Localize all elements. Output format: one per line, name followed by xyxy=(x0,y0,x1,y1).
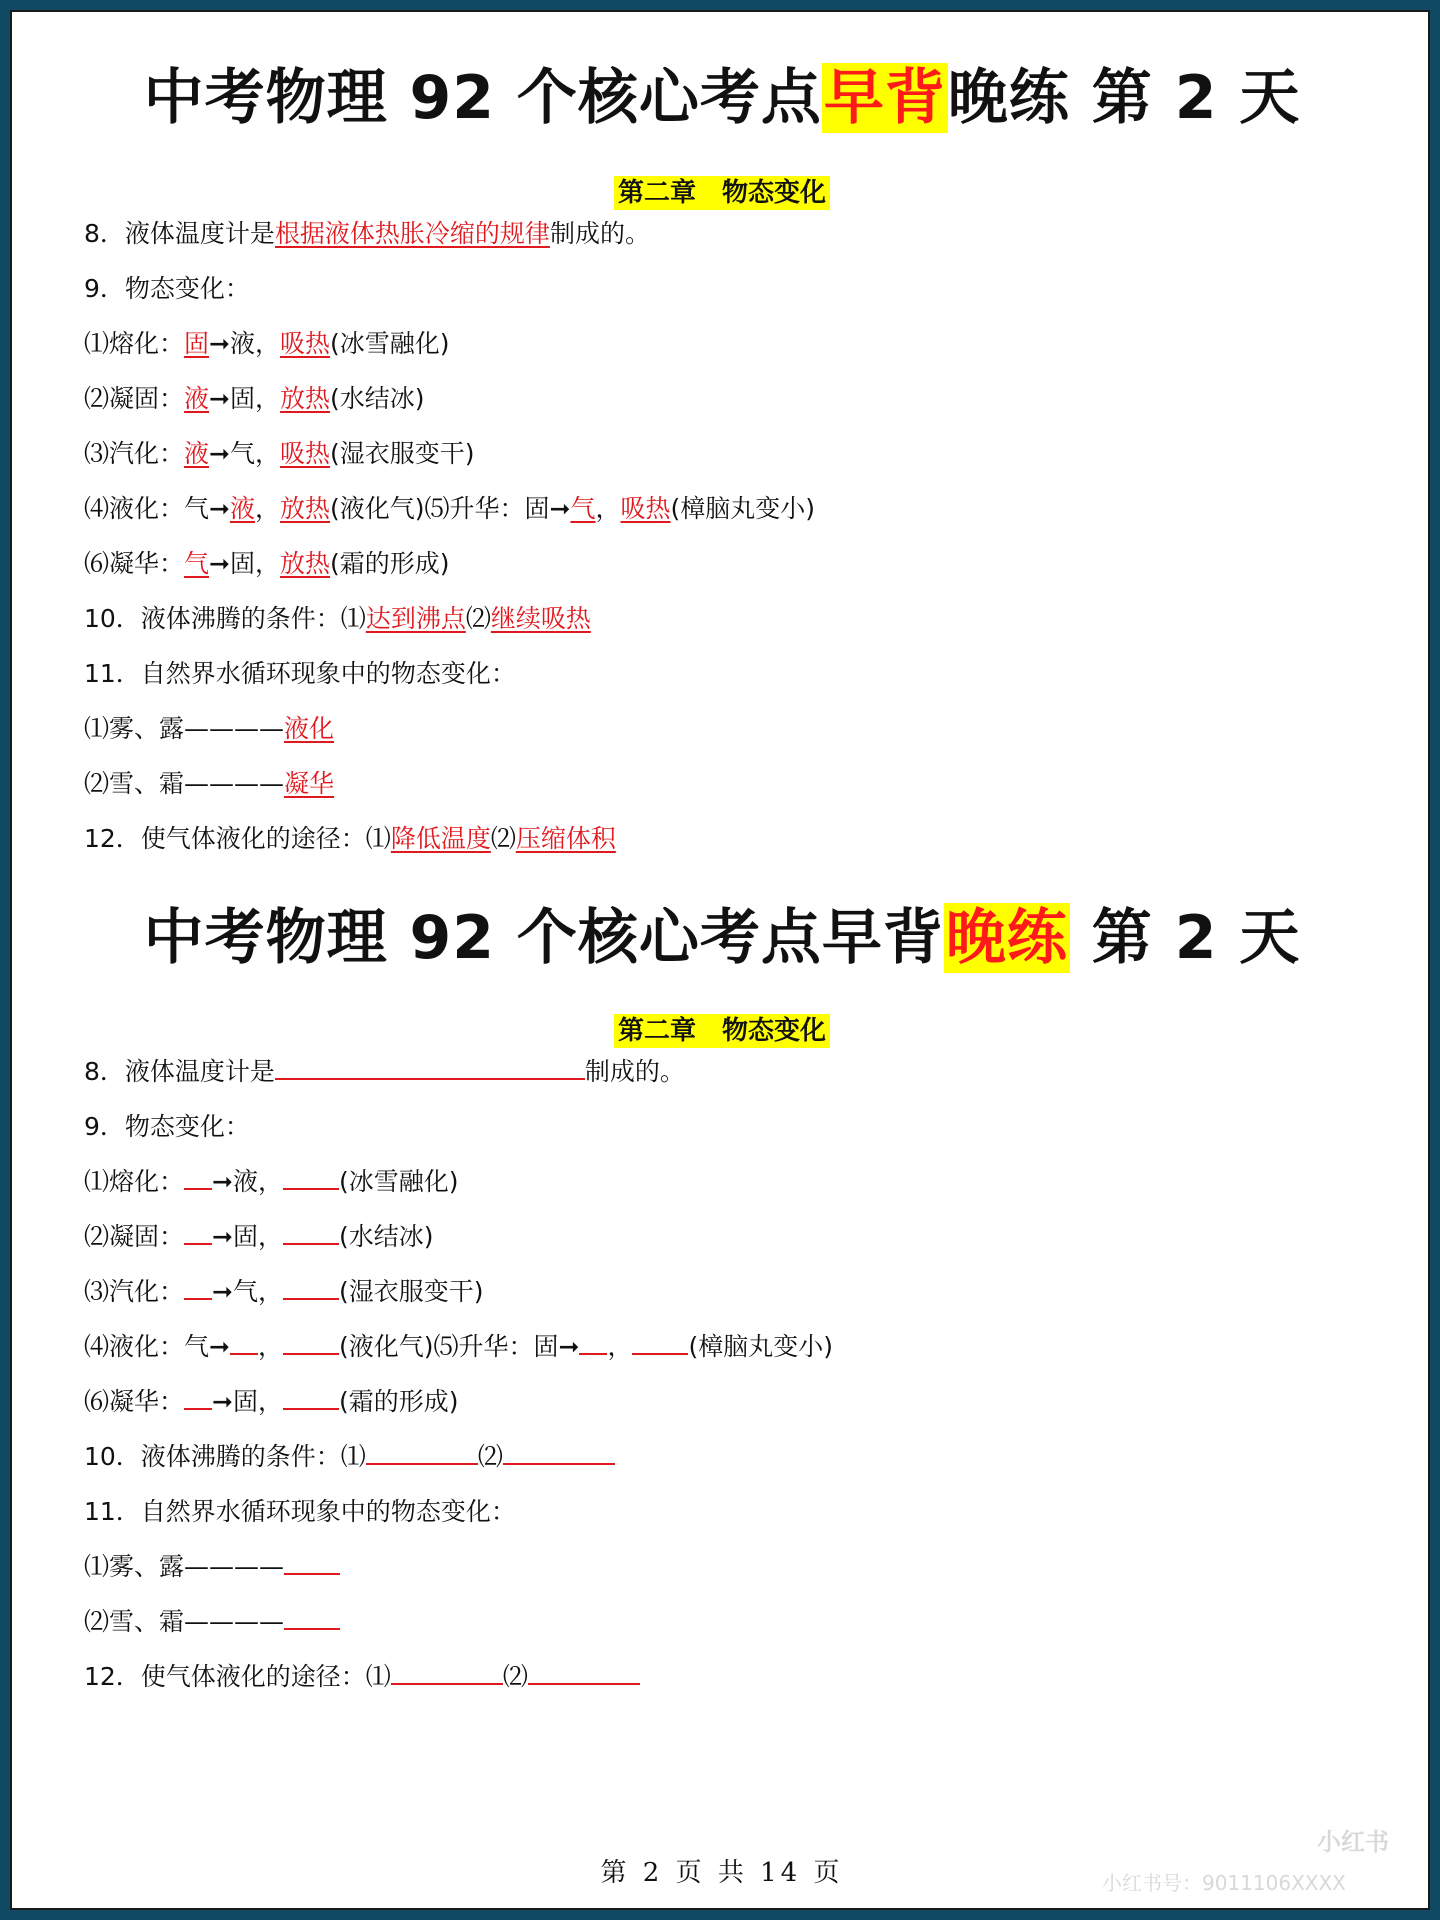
answer: 液化 xyxy=(284,714,335,743)
answer-blank[interactable] xyxy=(284,1551,340,1575)
blank-item-8 xyxy=(84,1055,685,1089)
question-text: ⑵ xyxy=(465,604,491,633)
question-text: (水结冰) xyxy=(330,384,425,413)
question-text: (液化气)⑸升华：固 xyxy=(338,1332,559,1361)
title-text: 第 2 天 xyxy=(1069,903,1301,973)
question-text: 8．液体温度计是 xyxy=(84,1057,275,1086)
blank-item-9-6 xyxy=(84,1385,459,1419)
question-text: (液化气)⑸升华：固 xyxy=(330,494,550,523)
question-text: 固， xyxy=(229,549,280,578)
blank-item-12 xyxy=(84,1660,640,1694)
item-9-3 xyxy=(84,437,475,471)
blank-item-11-1 xyxy=(84,1550,340,1584)
answer: 降低温度 xyxy=(390,824,491,853)
question-text: (湿衣服变干) xyxy=(330,439,475,468)
arrow-icon: ➞ xyxy=(212,1167,233,1196)
question-text: ⑹凝华： xyxy=(84,549,185,578)
answer-blank[interactable] xyxy=(283,1386,339,1410)
title-text: 第 2 天 xyxy=(1069,63,1301,133)
question-text: (冰雪融化) xyxy=(338,1167,459,1196)
item-9-2 xyxy=(84,382,425,416)
watermark-id: 小红书号：9011106XXXX xyxy=(1102,1871,1346,1895)
answer-blank[interactable] xyxy=(579,1331,607,1355)
watermark-logo: 小红书 xyxy=(1317,1828,1389,1856)
question-text: ⑴雾、露———— xyxy=(84,1552,285,1581)
question-text: 制成的。 xyxy=(584,1057,685,1086)
question-text: 液， xyxy=(229,329,280,358)
item-10 xyxy=(84,602,591,636)
answer: 液 xyxy=(184,439,210,468)
question-text: ⑵ xyxy=(502,1662,528,1691)
blank-item-9-1 xyxy=(84,1165,459,1199)
section2-chapter xyxy=(12,1010,1432,1047)
question-text: (霜的形成) xyxy=(338,1387,459,1416)
question-text: ⑵凝固： xyxy=(84,1222,185,1251)
answer: 吸热 xyxy=(280,329,331,358)
item-9-6 xyxy=(84,547,450,581)
answer: 继续吸热 xyxy=(490,604,591,633)
question-text: ⑹凝华： xyxy=(84,1387,185,1416)
section1-title xyxy=(12,50,1432,136)
arrow-icon: ➞ xyxy=(209,549,230,578)
title-highlight: 早背 xyxy=(823,63,946,133)
answer-blank[interactable] xyxy=(184,1166,212,1190)
answer: 根据液体热胀冷缩的规律 xyxy=(274,219,550,248)
item-11-2 xyxy=(84,767,334,801)
question-text: 8．液体温度计是 xyxy=(84,219,275,248)
question-text: 10．液体沸腾的条件：⑴ xyxy=(84,604,366,633)
question-text: ⑴熔化： xyxy=(84,329,185,358)
item-9-1 xyxy=(84,327,450,361)
arrow-icon: ➞ xyxy=(209,329,230,358)
question-text: (樟脑丸变小) xyxy=(688,1332,833,1361)
answer-blank[interactable] xyxy=(184,1221,212,1245)
arrow-icon: ➞ xyxy=(209,439,230,468)
answer: 吸热 xyxy=(280,439,331,468)
answer: 达到沸点 xyxy=(365,604,466,633)
answer-blank[interactable] xyxy=(284,1606,340,1630)
question-text: (水结冰) xyxy=(338,1222,434,1251)
answer-blank[interactable] xyxy=(391,1661,503,1685)
blank-item-11 xyxy=(84,1495,516,1529)
answer-blank[interactable] xyxy=(184,1276,212,1300)
section2-title xyxy=(12,890,1432,976)
answer: 气 xyxy=(184,549,210,578)
question-text: (霜的形成) xyxy=(330,549,450,578)
title-text: 晚练 xyxy=(947,63,1070,133)
title-text: 中考物理 92 个核心考点早背 xyxy=(143,903,944,973)
question-text: ， xyxy=(595,494,621,523)
question-text: 10．液体沸腾的条件：⑴ xyxy=(84,1442,366,1471)
answer-blank[interactable] xyxy=(528,1661,640,1685)
question-text: ⑵凝固： xyxy=(84,384,185,413)
question-text: 气， xyxy=(229,439,280,468)
answer: 液 xyxy=(229,494,255,523)
question-text: ⑷液化：气 xyxy=(84,494,210,523)
question-text: 11．自然界水循环现象中的物态变化： xyxy=(84,659,516,688)
arrow-icon: ➞ xyxy=(209,384,230,413)
question-text: 11．自然界水循环现象中的物态变化： xyxy=(84,1497,516,1526)
answer-blank[interactable] xyxy=(283,1221,339,1245)
question-text: 12．使气体液化的途径：⑴ xyxy=(84,824,391,853)
page-number: 第 2 页 共 14 页 xyxy=(600,1858,844,1888)
question-text: 9．物态变化： xyxy=(84,1112,250,1141)
arrow-icon: ➞ xyxy=(212,1222,233,1251)
item-8 xyxy=(84,217,650,251)
answer-blank[interactable] xyxy=(283,1166,339,1190)
question-text: ⑴雾、露———— xyxy=(84,714,285,743)
item-9 xyxy=(84,272,250,306)
question-text: 气， xyxy=(232,1277,283,1306)
answer-blank[interactable] xyxy=(283,1276,339,1300)
question-text: ⑵雪、霜———— xyxy=(84,1607,285,1636)
answer: 放热 xyxy=(280,494,331,523)
answer: 压缩体积 xyxy=(515,824,616,853)
chapter-label: 第二章 物态变化 xyxy=(614,1014,830,1048)
question-text: (樟脑丸变小) xyxy=(670,494,816,523)
question-text: (冰雪融化) xyxy=(330,329,450,358)
answer-blank[interactable] xyxy=(632,1331,688,1355)
answer-blank[interactable] xyxy=(366,1441,478,1465)
blank-item-11-2 xyxy=(84,1605,340,1639)
arrow-icon: ➞ xyxy=(212,1277,233,1306)
question-text: 固， xyxy=(232,1387,283,1416)
question-text: 制成的。 xyxy=(549,219,650,248)
arrow-icon: ➞ xyxy=(549,494,571,523)
item-9-4 xyxy=(84,492,815,526)
arrow-icon: ➞ xyxy=(209,1332,230,1361)
answer-blank[interactable] xyxy=(230,1331,258,1355)
answer: 气 xyxy=(570,494,596,523)
blank-item-9-3 xyxy=(84,1275,484,1309)
question-text: 9．物态变化： xyxy=(84,274,250,303)
question-text: ， xyxy=(607,1332,633,1361)
question-text: 固， xyxy=(232,1222,283,1251)
answer: 放热 xyxy=(280,549,331,578)
answer: 液 xyxy=(184,384,210,413)
answer: 凝华 xyxy=(284,769,335,798)
answer-blank[interactable] xyxy=(184,1386,212,1410)
question-text: ⑴熔化： xyxy=(84,1167,185,1196)
arrow-icon: ➞ xyxy=(209,494,230,523)
section1-chapter xyxy=(12,172,1432,209)
question-text: ⑶汽化： xyxy=(84,1277,185,1306)
answer-blank[interactable] xyxy=(503,1441,615,1465)
title-text: 中考物理 92 个核心考点 xyxy=(143,63,822,133)
blank-item-9-2 xyxy=(84,1220,434,1254)
arrow-icon: ➞ xyxy=(558,1332,580,1361)
arrow-icon: ➞ xyxy=(212,1387,233,1416)
answer: 放热 xyxy=(280,384,331,413)
answer-blank[interactable] xyxy=(275,1056,585,1080)
item-12 xyxy=(84,822,616,856)
chapter-label: 第二章 物态变化 xyxy=(614,176,830,210)
item-11-1 xyxy=(84,712,334,746)
question-text: ⑵雪、霜———— xyxy=(84,769,285,798)
worksheet-page xyxy=(10,10,1430,1910)
blank-item-10 xyxy=(84,1440,615,1474)
question-text: 12．使气体液化的途径：⑴ xyxy=(84,1662,391,1691)
question-text: ⑵ xyxy=(490,824,516,853)
question-text: ⑷液化：气 xyxy=(84,1332,210,1361)
question-text: ⑵ xyxy=(477,1442,503,1471)
item-11 xyxy=(84,657,516,691)
answer-blank[interactable] xyxy=(283,1331,339,1355)
answer: 吸热 xyxy=(620,494,671,523)
question-text: 固， xyxy=(229,384,280,413)
blank-item-9-4 xyxy=(84,1330,833,1364)
question-text: 液， xyxy=(232,1167,283,1196)
blank-item-9 xyxy=(84,1110,250,1144)
title-highlight: 晚练 xyxy=(945,903,1068,973)
question-text: ， xyxy=(254,494,280,523)
question-text: (湿衣服变干) xyxy=(338,1277,484,1306)
question-text: ⑶汽化： xyxy=(84,439,185,468)
answer: 固 xyxy=(184,329,210,358)
question-text: ， xyxy=(257,1332,283,1361)
